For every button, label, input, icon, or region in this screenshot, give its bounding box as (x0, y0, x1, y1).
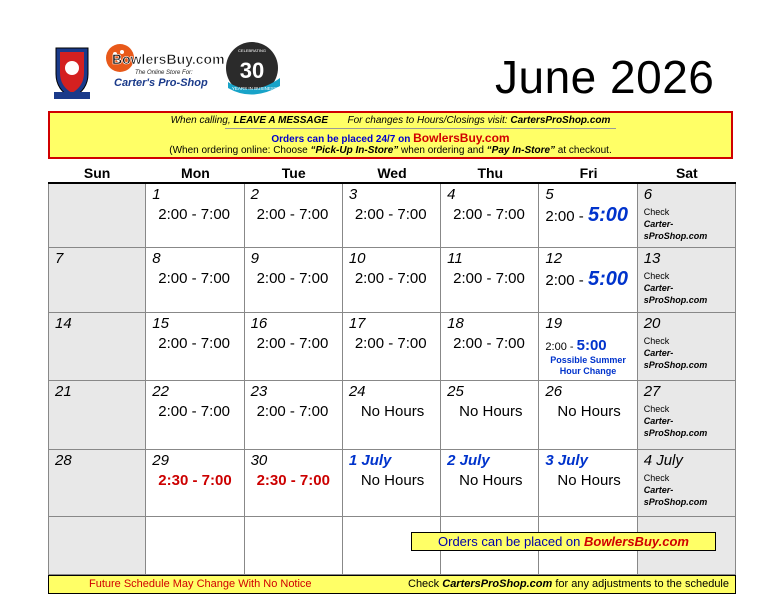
store-hours: 2:00 - 7:00 (256, 403, 329, 420)
check-website-note: Check Carter-sProShop.com (643, 336, 708, 370)
weekday-header: Sat (675, 165, 698, 181)
store-hours: 2:00 - 7:00 (453, 270, 525, 287)
check-website-note: Check Carter-sProShop.com (643, 473, 708, 507)
day-number: 24 (348, 383, 366, 400)
store-hours: No Hours (459, 403, 523, 420)
day-number: 4 July (643, 452, 683, 469)
calendar-day-cell (539, 248, 637, 313)
store-logos (52, 40, 292, 104)
store-hours: No Hours (360, 403, 425, 420)
calendar-day-cell (539, 313, 637, 381)
store-hours: No Hours (557, 472, 621, 489)
day-number: 17 (348, 315, 366, 332)
day-number: 8 (152, 250, 161, 267)
day-number: 7 (55, 250, 64, 267)
day-number: 15 (152, 315, 169, 332)
website-link[interactable]: Carter-sProShop.com (643, 219, 708, 241)
website-link[interactable]: CartersProShop.com (442, 578, 553, 590)
day-number: 22 (152, 383, 169, 400)
calendar-day-cell (343, 184, 441, 248)
day-number: 13 (643, 250, 661, 267)
day-number: 20 (643, 315, 661, 332)
store-hours: 2:00 - 7:00 (158, 206, 230, 223)
bowlersbuy-link[interactable]: BowlersBuy.com (583, 534, 689, 549)
info-line-3: (When ordering online: Choose “Pick-Up In-Store” when ordering and “Pay In-Store” at checkout. (169, 145, 612, 156)
day-number: 1 (152, 186, 161, 203)
day-number: 3 July (545, 452, 588, 469)
calendar-day-cell (48, 248, 146, 313)
info-line-2: Orders can be placed 24/7 on BowlersBuy.com (271, 131, 510, 145)
calendar-day-cell (48, 313, 146, 381)
check-website-note: Check Carter-sProShop.com (643, 271, 708, 305)
svg-text:YEARS IN BUSINESS!: YEARS IN BUSINESS! (231, 86, 279, 91)
day-number: 6 (643, 186, 653, 203)
store-hours: 2:30 - 7:00 (158, 472, 232, 489)
day-number: 18 (447, 315, 464, 332)
store-hours: 2:00 - 7:00 (256, 206, 329, 223)
calendar-day-cell (343, 313, 441, 381)
calendar-day-cell (638, 184, 736, 248)
calendar-day-cell (146, 313, 244, 381)
day-number: 14 (55, 315, 72, 332)
day-number: 29 (152, 452, 169, 469)
calendar-day-cell (539, 184, 637, 248)
store-hours: 2:00 - 7:00 (354, 206, 427, 223)
calendar-day-cell (441, 381, 539, 450)
day-number: 26 (545, 383, 563, 400)
calendar-day-cell (245, 248, 343, 313)
calendar-day-cell (146, 248, 244, 313)
calendar-day-cell (343, 248, 441, 313)
calendar-day-cell (146, 450, 244, 517)
website-link[interactable]: Carter-sProShop.com (643, 485, 708, 507)
calendar-day-cell (441, 184, 539, 248)
calendar-day-cell (146, 381, 244, 450)
friday-hours: 2:00 - 5:00 (545, 204, 628, 226)
calendar-day-cell (146, 517, 244, 575)
website-link[interactable]: Carter-sProShop.com (643, 348, 708, 370)
calendar-day-cell (48, 517, 146, 575)
day-number: 25 (447, 383, 464, 400)
day-number: 23 (250, 383, 268, 400)
check-website-note: Check Carter-sProShop.com (643, 404, 708, 438)
calendar-day-cell (539, 381, 637, 450)
calendar-day-cell (638, 248, 736, 313)
store-hours: 2:00 - 7:00 (453, 206, 525, 223)
calendar-grid (48, 165, 736, 593)
calendar-day-cell (245, 313, 343, 381)
divider (225, 128, 616, 129)
day-number: 10 (348, 250, 366, 267)
calendar-day-cell (48, 184, 146, 248)
orders-banner: Orders can be placed on BowlersBuy.com (411, 532, 716, 551)
day-number: 21 (55, 383, 72, 400)
calendar-day-cell (638, 381, 736, 450)
day-number: 4 (447, 186, 456, 203)
day-number: 12 (545, 250, 563, 267)
day-number: 2 July (447, 452, 490, 469)
friday-hours: 2:00 - 5:00 (545, 268, 628, 290)
day-number: 5 (545, 186, 554, 203)
weekday-header: Thu (477, 165, 504, 181)
weekday-header: Sun (83, 165, 111, 181)
footer-banner (48, 575, 736, 594)
store-hours: No Hours (557, 403, 621, 420)
info-line-1: When calling, LEAVE A MESSAGE For changes to Hours/Closings visit: CartersProShop.com (170, 115, 611, 126)
day-number: 27 (643, 383, 661, 400)
calendar-day-cell (48, 450, 146, 517)
weekday-header: Fri (579, 165, 598, 181)
calendar-day-cell (539, 450, 637, 517)
store-hours: 2:00 - 7:00 (256, 335, 329, 352)
brand-tagline: The Online Store For: (135, 70, 193, 76)
day-number: 3 (348, 186, 358, 203)
store-hours: 2:00 - 7:00 (158, 270, 230, 287)
bowlersbuy-logo (106, 44, 225, 89)
calendar-day-cell (441, 450, 539, 517)
store-hours: 2:30 - 7:00 (256, 472, 330, 489)
day-number: 11 (447, 250, 463, 267)
calendar-day-cell (343, 450, 441, 517)
friday-hours: 2:00 - 5:00 (545, 337, 607, 354)
website-link[interactable]: CartersProShop.com (510, 115, 611, 126)
calendar-day-cell (245, 381, 343, 450)
brand-name: BowlersBuy.com (112, 51, 225, 67)
store-hours: 2:00 - 7:00 (453, 335, 525, 352)
store-hours: No Hours (459, 472, 523, 489)
day-number: 16 (250, 315, 268, 332)
day-number: 28 (55, 452, 72, 469)
website-link[interactable]: Carter-sProShop.com (643, 416, 708, 438)
calendar-day-cell (441, 248, 539, 313)
calendar-day-cell (441, 313, 539, 381)
website-link[interactable]: Carter-sProShop.com (643, 283, 708, 305)
day-number: 1 July (348, 452, 392, 469)
calendar-day-cell (245, 184, 343, 248)
check-website-note: Check Carter-sProShop.com (643, 207, 708, 241)
calendar-day-cell (245, 450, 343, 517)
calendar-day-cell (343, 381, 441, 450)
svg-text:CELEBRATING: CELEBRATING (238, 48, 266, 53)
bowlersbuy-link[interactable]: BowlersBuy.com (413, 131, 510, 145)
calendar-day-cell (146, 184, 244, 248)
footer-note: Check CartersProShop.com for any adjustments to the schedule (408, 578, 729, 590)
store-hours: No Hours (360, 472, 425, 489)
club-crest-logo (54, 48, 90, 99)
anniversary-badge (226, 42, 280, 95)
schedule-disclaimer: Future Schedule May Change With No Notice (89, 578, 312, 590)
calendar-day-cell (638, 450, 736, 517)
summer-hour-note: Possible Summer Hour Change (550, 355, 626, 376)
day-number: 2 (250, 186, 259, 203)
store-name: Carter's Pro-Shop (114, 77, 208, 89)
calendar-day-cell (245, 517, 343, 575)
store-hours: 2:00 - 7:00 (158, 335, 230, 352)
day-number: 30 (250, 452, 268, 469)
weekday-header: Wed (377, 165, 407, 181)
info-box (48, 111, 733, 159)
day-number: 19 (545, 315, 563, 332)
svg-text:30: 30 (239, 58, 265, 83)
store-hours: 2:00 - 7:00 (354, 335, 427, 352)
store-hours: 2:00 - 7:00 (158, 403, 230, 420)
day-number: 9 (250, 250, 259, 267)
store-hours: 2:00 - 7:00 (256, 270, 329, 287)
calendar-day-cell (638, 313, 736, 381)
weekday-header: Tue (281, 165, 306, 181)
weekday-header: Mon (181, 165, 210, 181)
store-hours: 2:00 - 7:00 (354, 270, 427, 287)
month-title: June 2026 (495, 51, 715, 103)
calendar-day-cell (48, 381, 146, 450)
